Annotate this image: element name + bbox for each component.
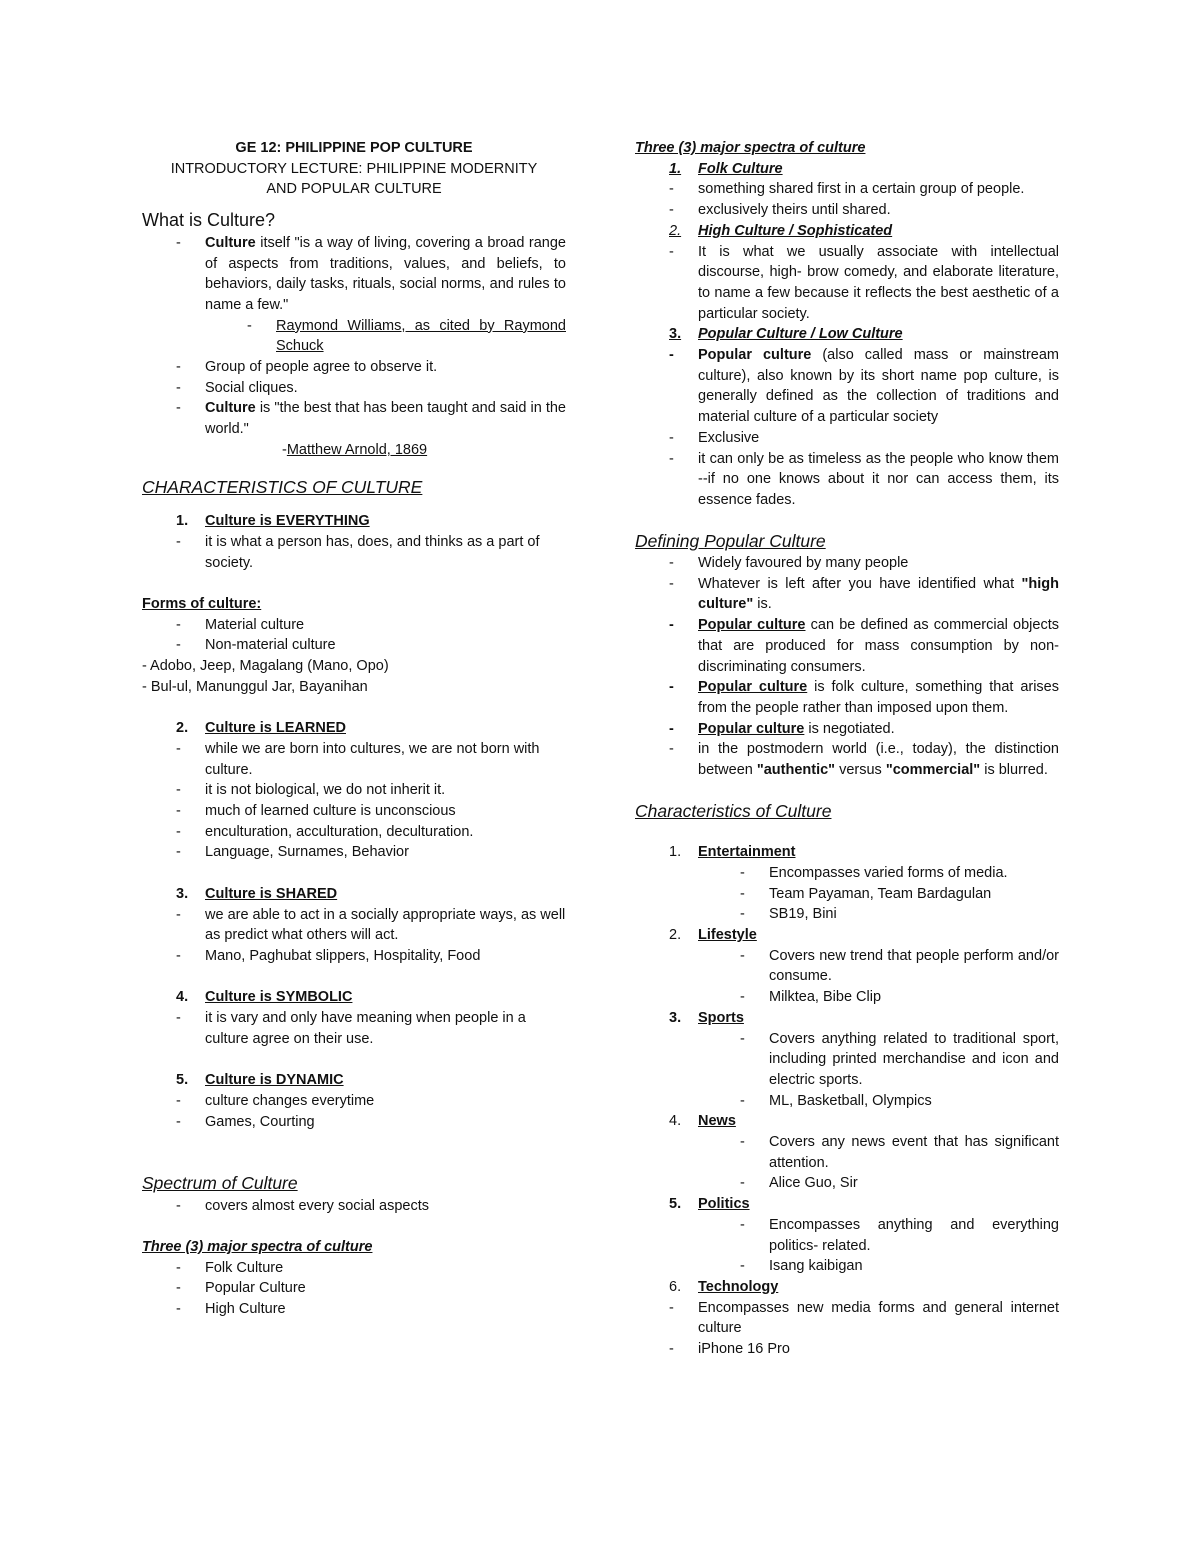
right-column xyxy=(635,138,1059,1360)
sub-item: - Team Payaman, Team Bardagulan xyxy=(740,885,992,902)
sub-item: - ML, Basketball, Olympics xyxy=(740,1092,932,1109)
document-subtitle-line1: INTRODUCTORY LECTURE: PHILIPPINE MODERNITY xyxy=(170,160,538,177)
sub-item: - Isang kaibigan xyxy=(740,1258,863,1275)
sub-item: - Encompasses anything and everything politics- related. xyxy=(740,1216,1059,1254)
list-item: - Encompasses new media forms and general internet culture xyxy=(669,1299,1059,1337)
sub-item: - Alice Guo, Sir xyxy=(740,1175,858,1192)
list-item: - while we are born into cultures, we are not born with culture. xyxy=(176,740,540,778)
dash-marker: - xyxy=(176,379,181,396)
three-spectra-heading: Three (3) major spectra of culture xyxy=(142,1239,373,1256)
list-item: - it can only be as timeless as the people who know them --if no one knows about it nor can access them, its essence fades. xyxy=(669,450,1059,508)
list-item: - Material culture xyxy=(176,616,305,633)
list-item: - it is vary and only have meaning when people in a culture agree on their use. xyxy=(176,1010,526,1047)
list-item: - Non-material culture xyxy=(176,637,336,654)
document-title: GE 12: PHILIPPINE POP CULTURE xyxy=(235,140,473,156)
list-item: - Language, Surnames, Behavior xyxy=(176,844,409,861)
list-item: - Culture itself "is a way of living, covering a broad range of aspects from traditions, values, and beliefs, to behaviors, daily tasks, rituals, social norms, and rules to name a few." xyxy=(142,233,566,316)
sub-item: - Covers new trend that people perform and/or consume. xyxy=(740,947,1059,985)
three-spectra-heading: Three (3) major spectra of culture xyxy=(635,140,866,156)
list-item: - iPhone 16 Pro xyxy=(669,1341,790,1358)
citation: Raymond Williams, as cited by Raymond Schuck xyxy=(276,317,566,355)
characteristic-title: 1. Culture is EVERYTHING xyxy=(176,513,370,530)
category-title: 2. Lifestyle xyxy=(669,926,757,943)
list-item: - Popular culture is folk culture, something that arises from the people rather than imposed upon them. xyxy=(669,679,1059,716)
list-item: - Popular Culture xyxy=(176,1280,306,1297)
left-column xyxy=(142,138,566,1320)
list-item: - Popular culture can be defined as commercial objects that are produced for mass consumption by non-discriminating consumers. xyxy=(669,617,1059,675)
list-item: - Games, Courting xyxy=(176,1113,315,1130)
list-item: - much of learned culture is unconscious xyxy=(176,803,456,820)
sub-item: - Encompasses varied forms of media. xyxy=(740,864,1008,881)
list-item: - it is not biological, we do not inherit it. xyxy=(176,782,446,799)
characteristics-heading: CHARACTERISTICS OF CULTURE xyxy=(142,476,423,497)
sub-item: - Covers any news event that has significant attention. xyxy=(740,1134,1059,1171)
list-item: - enculturation, acculturation, deculturation. xyxy=(176,823,474,840)
document-subtitle-line2: AND POPULAR CULTURE xyxy=(266,181,442,198)
category-title: 6. Technology xyxy=(669,1278,779,1295)
dash-marker: - xyxy=(247,317,252,334)
list-item: - it is what a person has, does, and thinks as a part of society. xyxy=(176,533,540,571)
characteristic-title: 5. Culture is DYNAMIC xyxy=(176,1072,344,1089)
forms-example: - Bul-ul, Manunggul Jar, Bayanihan xyxy=(142,678,368,695)
spectrum-title: 1. Folk Culture xyxy=(669,160,783,177)
list-item: - Social cliques. xyxy=(142,378,566,399)
category-title: 3. Sports xyxy=(669,1009,744,1026)
sub-item: - Covers anything related to traditional sport, including printed merchandise and icon and electric sports. xyxy=(740,1030,1059,1088)
spectrum-heading: Spectrum of Culture xyxy=(142,1172,298,1193)
characteristic-title: 3. Culture is SHARED xyxy=(176,885,338,902)
dash-marker: - xyxy=(176,400,181,417)
list-item: - in the postmodern world (i.e., today), the distinction between "authentic" versus "commercial" is blurred. xyxy=(669,741,1059,779)
citation: -Matthew Arnold, 1869 xyxy=(282,441,428,458)
list-item: - Popular culture is negotiated. xyxy=(669,720,895,737)
dash-marker: - xyxy=(176,359,181,376)
list-item: - Mano, Paghubat slippers, Hospitality, Food xyxy=(176,947,481,964)
sub-item: - Milktea, Bibe Clip xyxy=(740,989,882,1006)
what-is-culture-heading: What is Culture? xyxy=(142,210,276,231)
citation-item xyxy=(142,316,566,357)
list-item: - Exclusive xyxy=(669,429,760,446)
characteristic-title: 4. Culture is SYMBOLIC xyxy=(176,989,353,1006)
list-item: - Folk Culture xyxy=(176,1259,284,1276)
list-item: - Group of people agree to observe it. xyxy=(142,357,566,378)
list-item: - High Culture xyxy=(176,1301,286,1318)
list-item: - Culture is "the best that has been taught and said in the world." xyxy=(142,398,566,439)
forms-heading: Forms of culture: xyxy=(142,596,262,613)
sub-item: - SB19, Bini xyxy=(740,906,837,923)
list-item: - Widely favoured by many people xyxy=(669,555,909,572)
list-item: - we are able to act in a socially appropriate ways, as well as predict what others will act. xyxy=(176,906,566,944)
list-item: - Popular culture (also called mass or mainstream culture), also known by its short name pop culture, is generally defined as the collection of traditions and material culture of a particular society xyxy=(669,347,1059,426)
list-item: - covers almost every social aspects xyxy=(176,1197,430,1214)
category-title: 5. Politics xyxy=(669,1196,750,1213)
pop-characteristics-heading: Characteristics of Culture xyxy=(635,801,832,822)
category-title: 1. Entertainment xyxy=(669,844,796,861)
list-item: - exclusively theirs until shared. xyxy=(669,202,891,219)
category-title: 4. News xyxy=(669,1113,736,1130)
list-item: - It is what we usually associate with intellectual discourse, high- brow comedy, and elaborate literature, to name a few because it reflects the best aesthetic of a particular society. xyxy=(669,243,1059,322)
dash-marker: - xyxy=(176,234,181,251)
list-item: - culture changes everytime xyxy=(176,1092,375,1109)
spectrum-title: 3. Popular Culture / Low Culture xyxy=(669,326,903,343)
characteristic-title: 2. Culture is LEARNED xyxy=(176,720,346,737)
list-item: - something shared first in a certain group of people. xyxy=(669,181,1025,198)
spectrum-title: 2. High Culture / Sophisticated xyxy=(669,222,893,239)
forms-example: - Adobo, Jeep, Magalang (Mano, Opo) xyxy=(142,658,389,675)
list-item: - Whatever is left after you have identified what "high culture" is. xyxy=(669,575,1059,613)
defining-heading: Defining Popular Culture xyxy=(635,531,826,552)
